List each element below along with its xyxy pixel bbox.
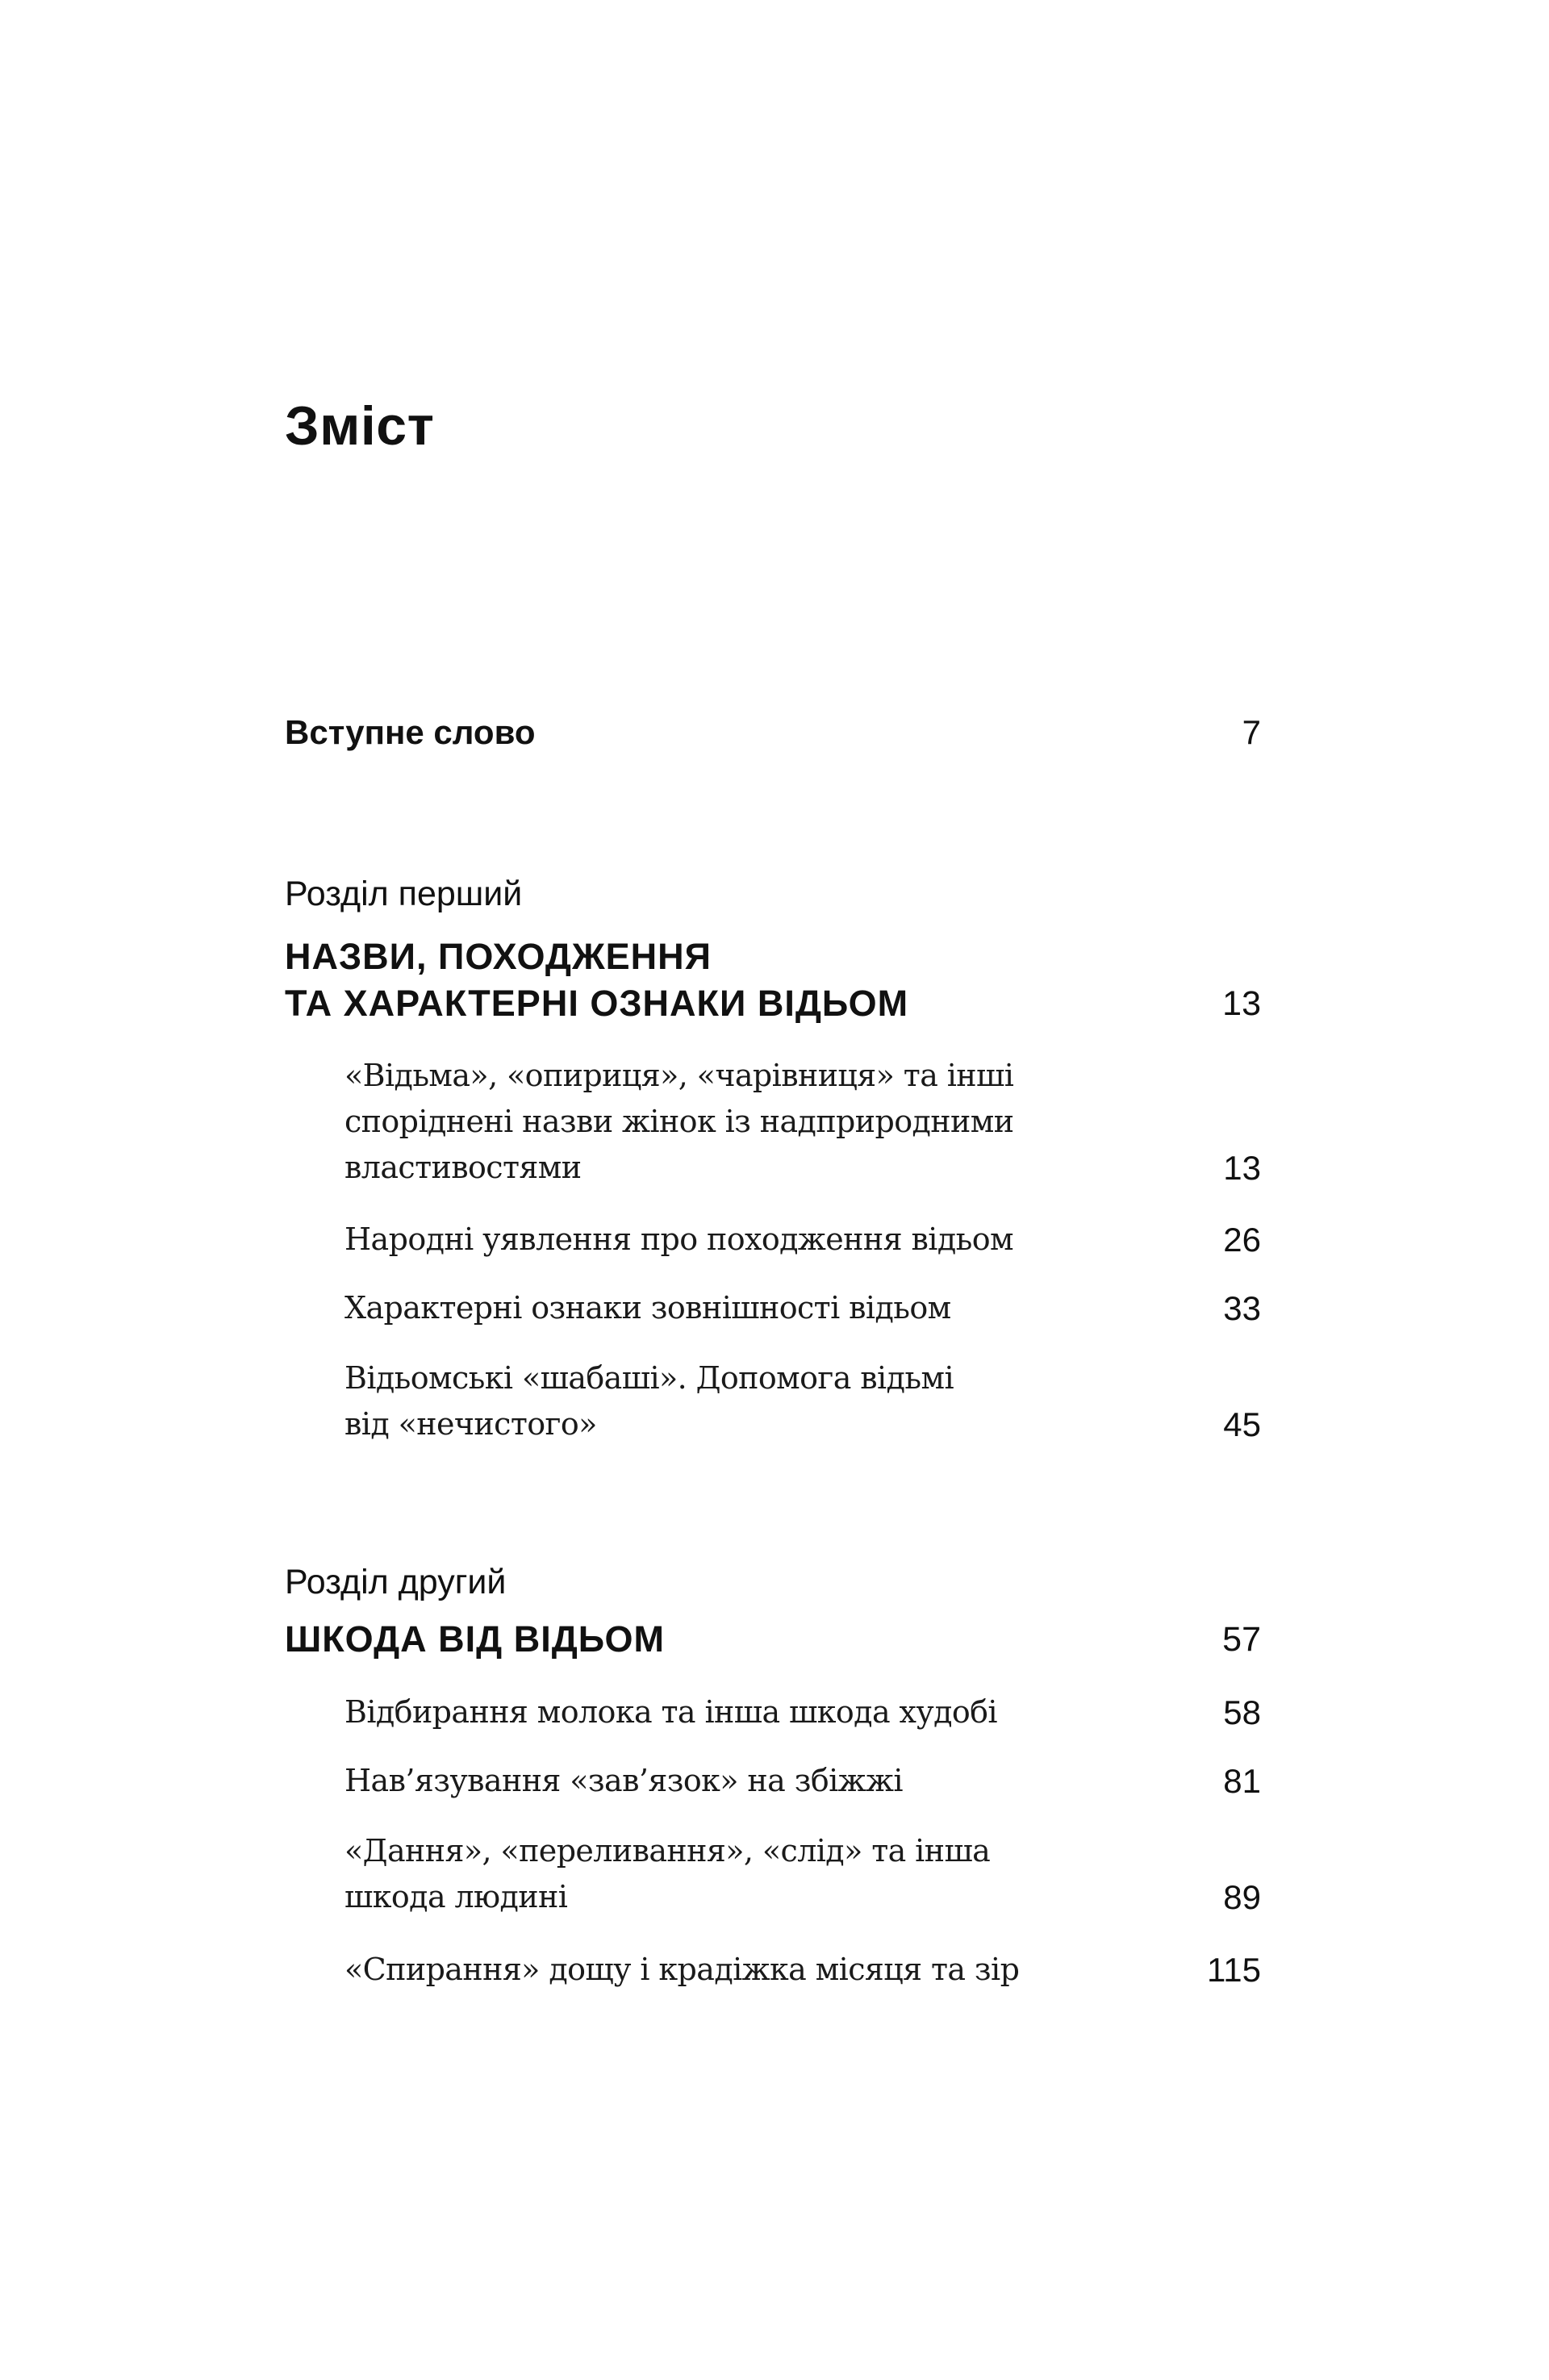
toc-entry-title: Нав’язування «зав’язок» на збіжжі: [344, 1763, 903, 1798]
toc-entry: [285, 1053, 1261, 1191]
toc-entry-page: 7: [1242, 713, 1261, 751]
toc-entry-page: 89: [1223, 1878, 1261, 1916]
toc-entry-page: 33: [1223, 1289, 1261, 1327]
chapter-title: НАЗВИ, ПОХОДЖЕННЯ ТА ХАРАКТЕРНІ ОЗНАКИ ВІДЬОМ: [285, 936, 909, 1024]
chapter-page: 57: [1222, 1620, 1261, 1659]
toc-entry-title: Вступне слово: [285, 713, 536, 751]
toc-entry-title: Народні уявлення про походження відьом: [344, 1221, 1013, 1257]
toc-entry: [285, 1758, 1261, 1804]
toc-entry: [285, 1689, 1261, 1735]
page-title: Зміст: [285, 395, 435, 457]
toc-entry-intro: [285, 710, 1261, 755]
toc-entry-title: «Відьма», «опириця», «чарівниця» та інші споріднені назви жінок із надприродними властивостями: [344, 1058, 1014, 1185]
toc-entry-page: 115: [1207, 1951, 1261, 1989]
toc-entry: [285, 1285, 1261, 1331]
toc-entry-title: Відьомські «шабаші». Допомога відьмі від «нечистого»: [344, 1360, 954, 1442]
toc-entry-title: «Дання», «переливання», «слід» та інша шкода людині: [344, 1833, 991, 1914]
section-label: Розділ другий: [285, 1563, 507, 1601]
toc-entry-title: Характерні ознаки зовнішності відьом: [344, 1290, 951, 1326]
chapter-title: ШКОДА ВІД ВІДЬОМ: [285, 1618, 666, 1660]
toc-entry: [285, 1217, 1261, 1263]
chapter-page: 13: [1222, 984, 1261, 1023]
toc-entry: [285, 1355, 1261, 1447]
toc-entry-page: 26: [1223, 1221, 1261, 1259]
toc-entry-page: 13: [1223, 1149, 1261, 1187]
chapter-heading: [285, 1616, 1261, 1663]
toc-entry: [285, 1947, 1261, 1993]
toc-entry-page: 58: [1223, 1693, 1261, 1731]
toc-entry-page: 45: [1223, 1405, 1261, 1443]
chapter-heading: [285, 933, 1261, 1027]
toc-entry-page: 81: [1223, 1762, 1261, 1800]
toc-entry: [285, 1828, 1261, 1920]
toc-entry-title: «Спирання» дощу і крадіжка місяця та зір: [344, 1952, 1020, 1987]
section-label: Розділ перший: [285, 875, 523, 913]
toc-entry-title: Відбирання молока та інша шкода худобі: [344, 1694, 997, 1730]
